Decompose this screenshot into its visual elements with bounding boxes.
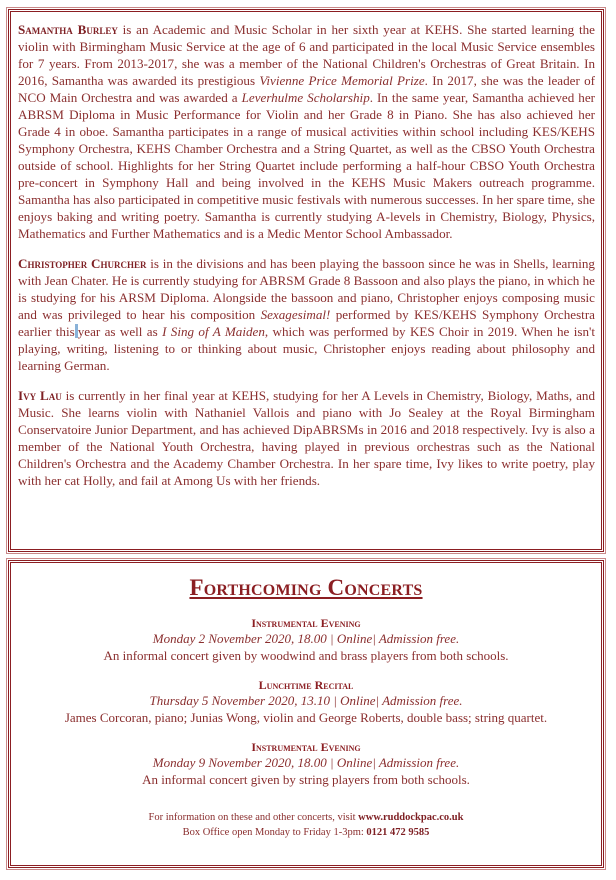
box-office-line: Box Office open Monday to Friday 1-3pm: 0121 472 9585: [182, 827, 430, 838]
bio-christopher-churcher: Christopher Churcher is in the divisions and has been playing the bassoon since he was in Shells, learning with Jean Chater. He is currently studying for ABRSM Grade 8 Bassoon and also plays the piano, in which he is studying for his ARSM Diploma. Alongside the bassoon and piano, Christopher enjoys composing music and was privileged to hear his composition Sexagesimal! performed by KES/KEHS Symphony Orchestra earlier this year as well as I Sing of A Maiden, which was performed by KES Choir in 2019. When he isn't playing, writing, listening to or thinking about music, Christopher enjoys reading about philosophy and learning German.: [18, 256, 596, 373]
event-description: An informal concert given by woodwind and brass players from both schools.: [103, 648, 509, 663]
event-description: James Corcoran, piano; Junias Wong, violin and George Roberts, double bass; string quartet.: [64, 710, 548, 725]
event-title: Instrumental Evening: [251, 616, 361, 630]
biographies-box: [8, 9, 604, 552]
event-datetime: Monday 2 November 2020, 18.00 | Online| Admission free.: [152, 631, 460, 646]
info-line: For information on these and other concerts, visit www.ruddockpac.co.uk: [148, 812, 464, 823]
concert-event: [19, 739, 593, 788]
website-link[interactable]: www.ruddockpac.co.uk: [358, 812, 464, 823]
bio-name: Ivy Lau: [18, 388, 62, 403]
event-datetime: Monday 9 November 2020, 18.00 | Online| Admission free.: [152, 755, 460, 770]
bio-samantha-burley: Samantha Burley is an Academic and Music Scholar in her sixth year at KEHS. She started learning the violin with Birmingham Music Service at the age of 6 and participated in the local Music Service ensembles for 7 years. From 2013-2017, she was a member of the National Children's Orchestras of Great Britain. In 2016, Samantha was awarded its prestigious Vivienne Price Memorial Prize. In 2017, she was the leader of NCO Main Orchestra and was awarded a Leverhulme Scholarship. In the same year, Samantha achieved her ABRSM Diploma in Music Performance for Violin and her Grade 8 in Piano. She has also achieved her Grade 4 in oboe. Samantha participates in a range of musical activities within school including KES/KEHS Symphony Orchestra, KEHS Chamber Orchestra and a String Quartet, as well as the CBSO Youth Orchestra outside of school. Highlights for her String Quartet include performing a half-hour CBSO Youth Orchestra pre-concert in Symphony Hall and being involved in the KEHS Music Makers outreach programme. Samantha has also participated in competitive music festivals with numerous successes. In her spare time, she enjoys baking and writing poetry. Samantha is currently studying A-levels in Chemistry, Biology, Physics, Mathematics and Further Mathematics and is a Medic Mentor School Ambassador.: [18, 22, 595, 241]
bio-ivy-lau: Ivy Lau is currently in her final year at KEHS, studying for her A Levels in Chemistry, Biology, Maths, and Music. She learns violin with Nathaniel Vallois and piano with Jo Sealey at the Royal Birmingham Conservatoire Junior Department, and has achieved DipABRSMs in 2016 and 2018 respectively. Ivy is also a member of the National Youth Orchestra, having played in previous orchestras such as the National Children's Orchestra and the Academy Chamber Orchestra. In her spare time, Ivy likes to write poetry, play with her cat Holly, and fail at Among Us with her friends.: [18, 388, 595, 488]
bio-name: Samantha Burley: [18, 22, 118, 37]
event-datetime: Thursday 5 November 2020, 13.10 | Online| Admission free.: [149, 693, 463, 708]
concert-event: [19, 677, 593, 726]
concert-event: [19, 615, 593, 664]
forthcoming-concerts-box: [8, 560, 604, 868]
phone-number: 0121 472 9585: [366, 827, 430, 838]
event-title: Lunchtime Recital: [258, 678, 354, 692]
bio-name: Christopher Churcher: [18, 256, 147, 271]
event-title: Instrumental Evening: [251, 740, 361, 754]
event-description: An informal concert given by string players from both schools.: [142, 772, 470, 787]
section-title: Forthcoming Concerts: [189, 575, 423, 600]
concerts-footer: [19, 810, 593, 840]
